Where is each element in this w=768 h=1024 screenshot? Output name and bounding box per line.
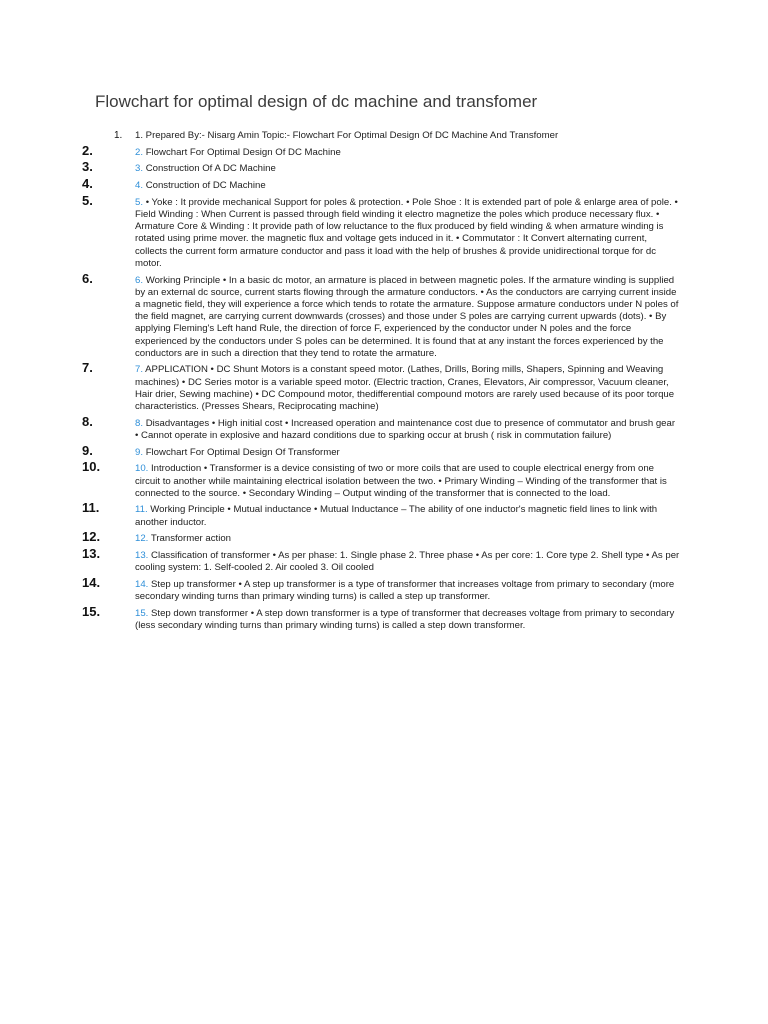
list-item-text: Transformer action <box>150 533 231 545</box>
list-item-number: 14. <box>82 575 101 590</box>
list-item-slide-number: 6. <box>135 274 144 286</box>
list-item-number: 2. <box>82 142 93 158</box>
document-list <box>0 130 768 637</box>
list-item-text: • Yoke : It provide mechanical Support for poles & protection. • Pole Shoe : It is extended part of pole & enlarge area of pole. • Field Winding : When Current is passed through field winding it electro magnetize the poles which produce necessary flux. • Armature Core & Winding : It provide path of low reluctance to the flux produced by field winding & when armature winding is rotated using prime mover. the magnetic flux and voltage gets induced in it. • Commutator : It Convert alternating current, collects the current form armature conductor and pass it load with the help of brushes & provide unidirectional torque for dc motor. <box>135 196 678 269</box>
list-item <box>0 442 768 459</box>
list-item <box>0 529 768 545</box>
list-item-text: Working Principle • In a basic dc motor, an armature is placed in between magnetic poles. If the armature winding is supplied by an external dc source, current starts flowing through the armature conductors. • As the conductors are carrying current inside a magnetic field, they will experience a force which tends to rotate the armature. Suppose armature conductors under N poles of the field magnet, are carrying current downwards (crosses) and those under S poles are carrying current upwards (dots). • By applying Fleming's Left hand Rule, the direction of force F, experienced by the conductor under N poles and the force experienced by the conductors under S poles can be determined. It is found that at any instant the forces experienced by the conductors are in such a direction that they tend to rotate the armature. <box>135 274 679 359</box>
list-item-number: 10. <box>82 459 101 475</box>
list-item-number: 12. <box>82 529 101 545</box>
list-item-slide-number: 7. <box>135 364 144 376</box>
list-item-text: Construction Of A DC Machine <box>145 163 276 175</box>
list-item-text: APPLICATION • DC Shunt Motors is a constant speed motor. (Lathes, Drills, Boring mills, Shapers, Spinning and Weaving machines) • DC Series motor is a variable speed motor. (Electric traction, Cranes, Elevators, Air compressor, Vacuum cleaner, Hair drier, Sewing machine) • DC Compound motor, thedifferential compound motors are rarely used because of its poor torque characteristics. (Presses Shears, Reciprocating machine) <box>135 364 675 413</box>
list-item-number: 11. <box>82 500 100 516</box>
list-item-text: Classification of transformer • As per phase: 1. Single phase 2. Three phase • As per core: 1. Core type 2. Shell type • As per cooling system: 1. Self-cooled 2. Air cooled 3. Oil cooled <box>135 550 680 574</box>
list-item-slide-number: 8. <box>135 417 144 429</box>
list-item-slide-number: 13. <box>135 550 149 562</box>
list-item <box>0 159 768 175</box>
list-item-slide-number: 4. <box>135 180 144 192</box>
list-item-number: 8. <box>82 413 93 429</box>
list-item <box>0 575 768 603</box>
list-item-slide-number: 11. <box>135 504 148 516</box>
list-item-text: 1. Prepared By:- Nisarg Amin Topic:- Flowchart For Optimal Design Of DC Machine And Transfomer <box>135 130 559 141</box>
list-item-slide-number: 2. <box>135 146 144 158</box>
list-item <box>0 500 768 528</box>
list-item <box>0 192 768 270</box>
list-item-number: 7. <box>82 360 93 376</box>
list-item-number: 1. <box>114 130 123 141</box>
list-item-number: 5. <box>82 192 93 208</box>
list-item-text: Step down transformer • A step down transformer is a type of transformer that decreases voltage from primary to secondary (less secondary winding turns than primary winding turns) is called a step down transformer. <box>135 607 675 632</box>
list-item-text: Working Principle • Mutual inductance • Mutual Inductance – The ability of one inductor's magnetic field lines to link with another inductor. <box>135 504 658 528</box>
list-item-text: Flowchart For Optimal Design Of Transformer <box>145 446 340 458</box>
list-item <box>0 459 768 500</box>
list-item-number: 6. <box>82 270 93 286</box>
list-item <box>0 176 768 192</box>
list-item-number: 4. <box>82 176 93 192</box>
list-item-number: 15. <box>82 603 101 619</box>
list-item-number: 3. <box>82 159 93 175</box>
list-item-slide-number: 3. <box>135 163 144 175</box>
document-title: Flowchart for optimal design of dc machine and transfomer <box>95 92 538 111</box>
list-item-slide-number: 5. <box>135 196 144 208</box>
list-item-number: 13. <box>82 546 101 562</box>
list-item <box>0 360 768 413</box>
list-item-text: Construction of DC Machine <box>145 180 266 192</box>
list-item-slide-number: 10. <box>135 463 149 475</box>
list-item-text: Step up transformer • A step up transformer is a type of transformer that increases voltage from primary to secondary (more secondary winding turns than primary winding turns) is called a step up transformer. <box>135 579 675 603</box>
list-item <box>0 413 768 442</box>
list-item <box>0 142 768 159</box>
list-item-text: Disadvantages • High initial cost • Increased operation and maintenance cost due to presence of commutator and brush gear • Cannot operate in explosive and hazard conditions due to sparking occur at brush ( risk in commutation failure) <box>135 417 676 441</box>
list-item <box>0 546 768 574</box>
list-item <box>0 130 768 142</box>
list-item <box>0 603 768 632</box>
list-item-slide-number: 15. <box>135 607 149 619</box>
list-item-slide-number: 14. <box>135 579 149 590</box>
list-item-text: Introduction • Transformer is a device consisting of two or more coils that are used to couple electrical energy from one circuit to another while maintaining electrical isolation between the two. • Primary Winding – Winding of the transformer that is connected to the source. • Secondary Winding – Output winding of the transformer that is connected to the load. <box>135 463 667 499</box>
list-item <box>0 270 768 360</box>
list-item-number: 9. <box>82 442 93 458</box>
list-item-text: Flowchart For Optimal Design Of DC Machine <box>145 146 341 158</box>
list-item-slide-number: 9. <box>135 446 144 458</box>
list-item-slide-number: 12. <box>135 533 149 545</box>
